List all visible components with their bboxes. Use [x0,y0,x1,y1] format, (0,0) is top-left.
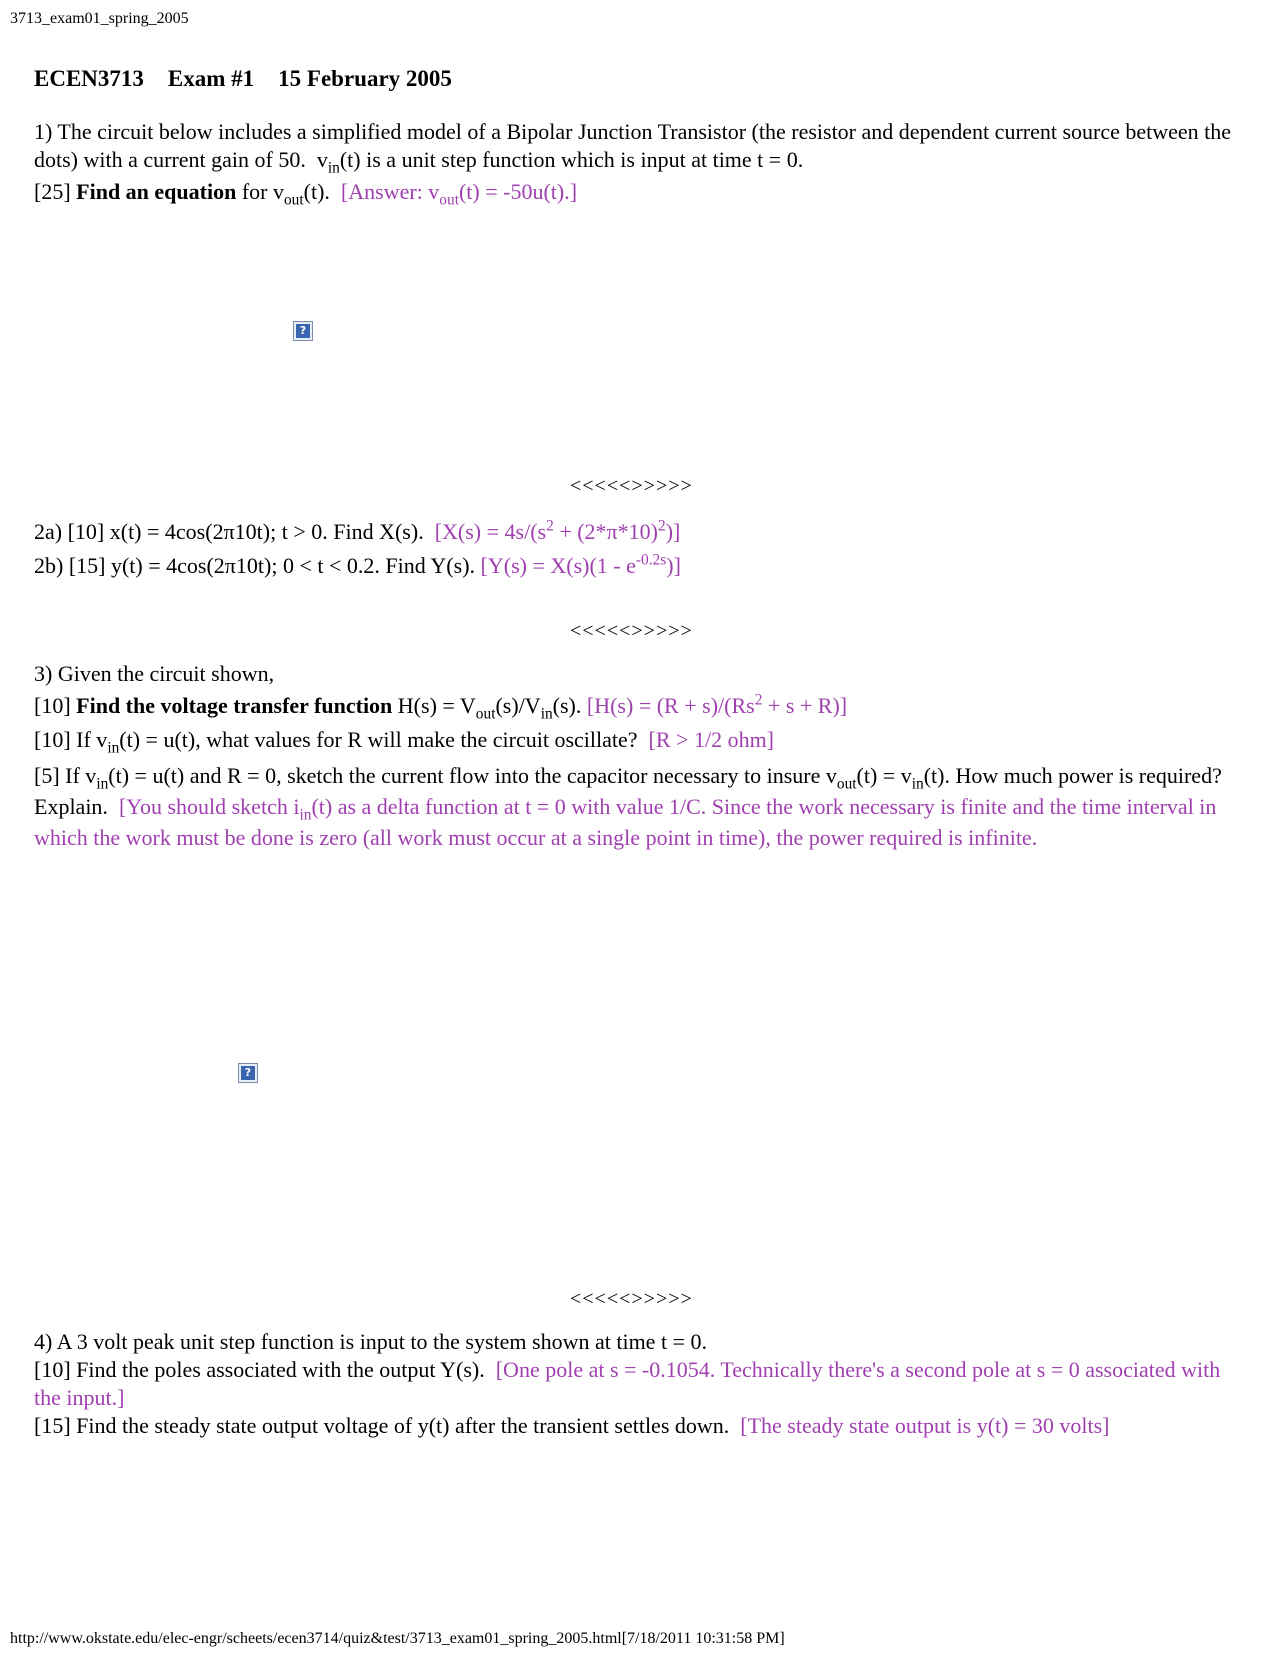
footer-url: http://www.okstate.edu/elec-engr/scheets/ecen3714/quiz&test/3713_exam01_spring_2005.html[7/18/2011 10:31:58 PM] [10,1630,785,1647]
question-3-intro: 3) Given the circuit shown, [34,661,275,686]
question-2b: 2b) [15] y(t) = 4cos(2π10t); 0 < t < 0.2. Find Y(s). $[Y(s) = X(s)(1 - e^{-0.2s})]$ [34,551,681,578]
question-1-task: [25] Find an equation for $v_{out}(t)$. [Answer: $v_{out}(t) = -50u(t)$.] [34,179,578,209]
answer-2b: $[Y(s) = X(s)(1 - e^{-0.2s})]$ [480,551,681,578]
answer-3-3: [You should sketch $i_{in}(t)$ as a delta function at t = 0 with value 1/C. Since the work necessary is finite and the time interval in which the work must be done is zero (all work must occur at a single point in time), the power required is infinite. [34,794,1217,850]
answer-4-1: [One pole at s = -0.1054. Technically there's a second pole at s = 0 associated with the input.] [34,1357,1221,1410]
question-3-part-1: [10] Find the voltage transfer function $H(s) = V_{out}(s)/V_{in}(s)$. $[H(s) = (R + s)/(Rs^2 + s + R)]$ [34,691,848,723]
question-1: 1) The circuit below includes a simplified model of a Bipolar Junction Transistor (the resistor and dependent current source between the dots) with a current gain of 50. $v_{in}(t)$ is a unit step function which is input at time t = 0. [34,119,1232,177]
exam-number: Exam #1 [167,66,255,91]
page-title [34,66,476,92]
answer-1: [Answer: $v_{out}(t) = -50u(t)$.] [340,179,578,209]
question-4-intro: 4) A 3 volt peak unit step function is input to the system shown at time t = 0. [34,1329,707,1354]
document-header: 3713_exam01_spring_2005 [10,10,189,27]
section-separator: <<<<<>>>>> [570,1288,693,1310]
answer-3-1: $[H(s) = (R + s)/(Rs^2 + s + R)]$ [586,691,848,718]
exam-date: 15 February 2005 [278,66,452,91]
question-3-part-2: [10] If $v_{in}(t) = u(t)$, what values for R will make the circuit oscillate? [R > 1/2 ohm] [34,727,775,757]
broken-image-icon: ? [293,321,313,341]
question-2a: 2a) [10] x(t) = 4cos(2π10t); t > 0. Find X(s). $[X(s) = 4s/(s^2 + (2*\pi*10)^2)]$ [34,517,681,544]
question-4-part-2: [15] Find the steady state output voltage of y(t) after the transient settles down. [The steady state output is y(t) = 30 volts] [34,1413,1110,1438]
course-code: ECEN3713 [34,66,144,91]
section-separator: <<<<<>>>>> [570,475,693,497]
question-3-part-3: [5] If $v_{in}(t) = u(t)$ and R = 0, sketch the current flow into the capacitor necessary to insure $v_{out}(t) = v_{in}(t)$. How much power is required? Explain. [You should sketch $i_{in}(t)$ as a delta function at t = 0 with value 1/C. Since the work necessary is finite and the time interval in which the work must be done is zero (all work must occur at a single point in time), the power required is infinite. [34,763,1222,850]
question-4-part-1: [10] Find the poles associated with the output Y(s). [One pole at s = -0.1054. Technically there's a second pole at s = 0 associated with the input.] [34,1357,1221,1410]
section-separator: <<<<<>>>>> [570,620,693,642]
answer-4-2: [The steady state output is y(t) = 30 volts] [740,1413,1110,1438]
answer-3-2: [R > 1/2 ohm] [648,727,775,752]
broken-image-icon: ? [238,1063,258,1083]
answer-2a: $[X(s) = 4s/(s^2 + (2*\pi*10)^2)]$ [434,517,681,544]
